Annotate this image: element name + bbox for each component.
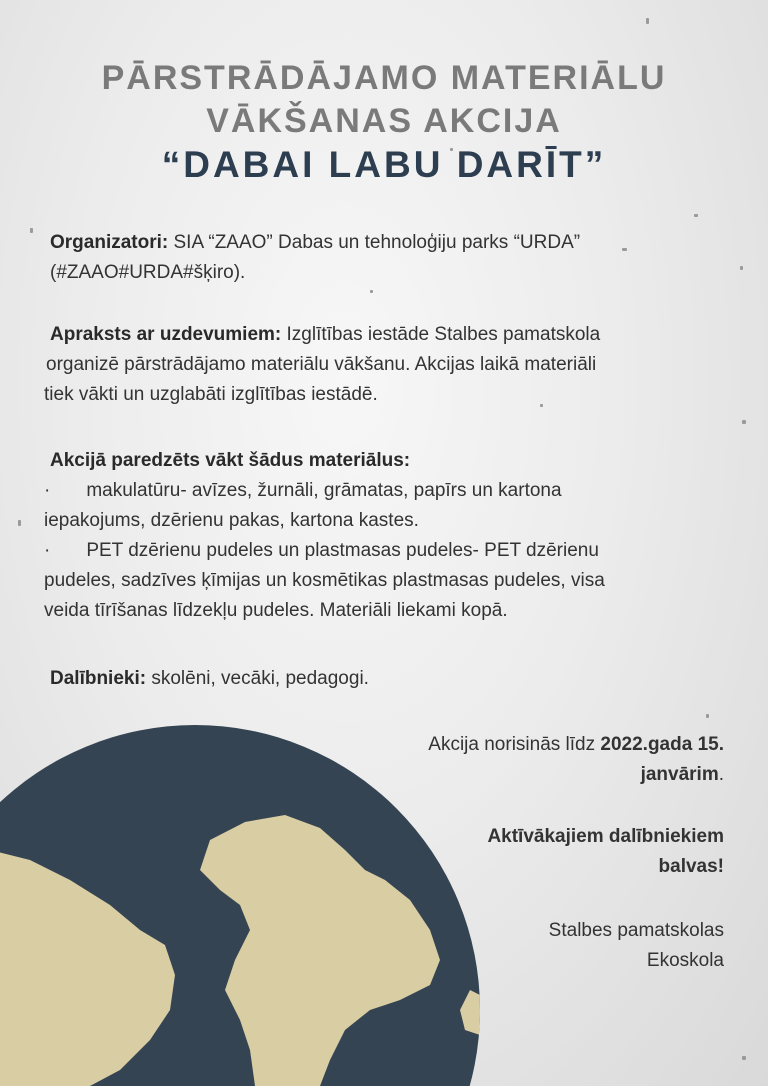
organizers-text: SIA “ZAAO” Dabas un tehnoloģiju parks “URDA” xyxy=(168,232,581,253)
deadline-date-1: 2022.gada 15. xyxy=(600,734,724,755)
prizes-line-2: balvas! xyxy=(658,856,724,877)
materials-item-2-line-2: pudeles, sadzīves ķīmijas un kosmētikas plastmasas pudeles, visa xyxy=(44,570,605,591)
description-label: Apraksts ar uzdevumiem: xyxy=(50,324,282,345)
bullet-icon: · xyxy=(44,540,51,561)
organizers-line-2: (#ZAAO#URDA#šķiro). xyxy=(50,262,246,283)
prizes-block xyxy=(324,822,724,882)
prizes-line-1: Aktīvākajiem dalībniekiem xyxy=(487,826,724,847)
organizers-section xyxy=(50,228,740,288)
signature-line-2: Ekoskola xyxy=(646,950,724,971)
participants-label: Dalībnieki: xyxy=(50,668,147,689)
materials-item-1-line-2: iepakojums, dzērienu pakas, kartona kastes. xyxy=(44,510,419,531)
deadline-line-2 xyxy=(304,760,724,790)
signature-block xyxy=(324,916,724,976)
materials-item-1-line-1 xyxy=(44,476,754,506)
organizers-label: Organizatori: xyxy=(50,232,169,253)
signature-line-1: Stalbes pamatskolas xyxy=(548,920,724,941)
materials-item-1-text: makulatūru- avīzes, žurnāli, grāmatas, papīrs un kartona xyxy=(86,480,562,501)
materials-label: Akcijā paredzēts vākt šādus materiālus: xyxy=(50,450,411,471)
deadline-block xyxy=(304,730,724,790)
description-line-1 xyxy=(44,320,744,350)
deadline-date-2: janvārim xyxy=(640,764,719,785)
title-line-2: VĀKŠANAS AKCIJA xyxy=(206,102,562,140)
bullet-icon: · xyxy=(44,480,51,501)
description-line-3: tiek vākti un uzglabāti izglītības iestādē. xyxy=(44,384,378,405)
title-line-3: “DABAI LABU DARĪT” xyxy=(161,144,607,185)
deadline-line-1 xyxy=(304,730,724,760)
description-section xyxy=(44,320,744,410)
materials-item-2-line-3: veida tīrīšanas līdzekļu pudeles. Materiāli liekami kopā. xyxy=(44,600,508,621)
deadline-text: Akcija norisinās līdz xyxy=(428,734,601,755)
materials-item-2-line-1 xyxy=(44,536,754,566)
materials-item-2-text: PET dzērienu pudeles un plastmasas pudeles- PET dzērienu xyxy=(86,540,599,561)
organizers-line-1 xyxy=(50,228,740,258)
deadline-end: . xyxy=(718,764,724,785)
materials-section xyxy=(44,446,754,626)
title-line-1: PĀRSTRĀDĀJAMO MATERIĀLU xyxy=(101,59,667,97)
description-line-2: organizē pārstrādājamo materiālu vākšanu. Akcijas laikā materiāli xyxy=(46,354,597,375)
participants-section xyxy=(50,664,650,694)
participants-text: skolēni, vecāki, pedagogi. xyxy=(146,668,369,689)
description-text-1: Izglītības iestāde Stalbes pamatskola xyxy=(281,324,601,345)
